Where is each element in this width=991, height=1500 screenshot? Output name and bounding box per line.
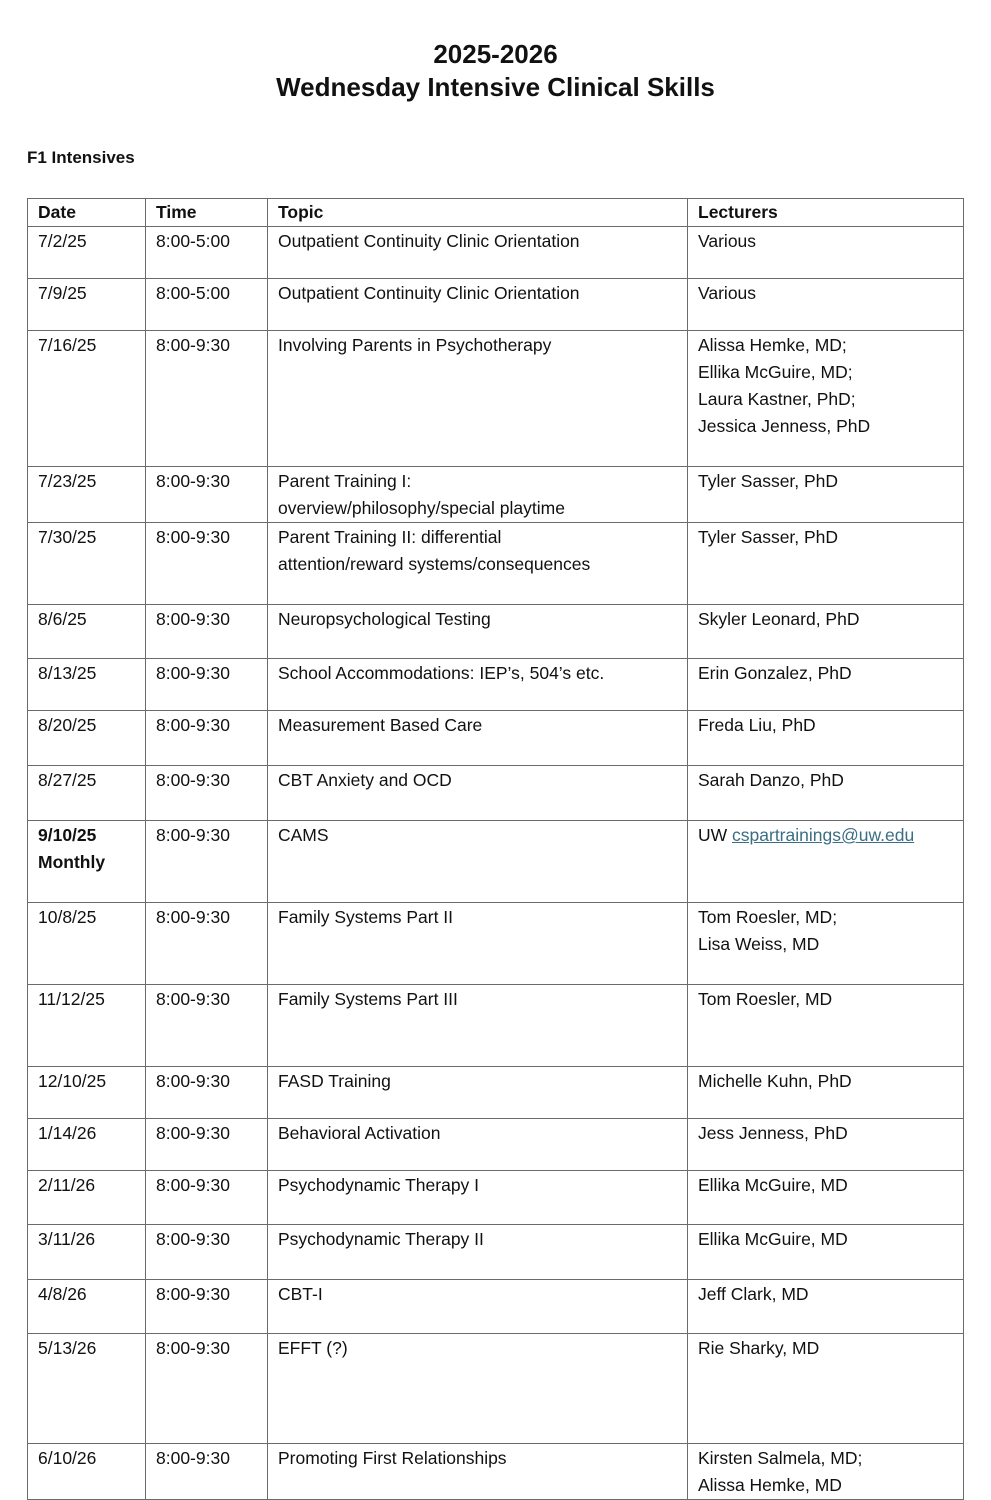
table-row	[28, 903, 964, 985]
cell-topic	[268, 766, 688, 821]
date-text: 5/13/26	[38, 1338, 97, 1358]
cell-topic	[268, 605, 688, 659]
table-row	[28, 766, 964, 821]
document-title-years: 2025-2026	[433, 39, 558, 69]
cell-topic	[268, 227, 688, 279]
date-text: 8/27/25	[38, 770, 97, 790]
cell-topic	[268, 279, 688, 331]
schedule-rows	[28, 227, 964, 1500]
cell-date	[28, 227, 146, 279]
cell-lecturers	[688, 1225, 964, 1280]
lecturer-name: Ellika McGuire, MD	[698, 1229, 848, 1249]
cell-lecturers	[688, 1171, 964, 1225]
cell-time: 8:00-5:00	[146, 279, 268, 331]
table-row	[28, 227, 964, 279]
cell-time: 8:00-9:30	[146, 1280, 268, 1334]
table-row	[28, 331, 964, 467]
cell-time: 8:00-9:30	[146, 659, 268, 711]
schedule-table	[27, 198, 964, 1500]
cell-time: 8:00-9:30	[146, 903, 268, 985]
table-row	[28, 1334, 964, 1444]
topic-line: CAMS	[278, 825, 329, 845]
date-text: 4/8/26	[38, 1284, 87, 1304]
cell-lecturers	[688, 331, 964, 467]
topic-line: EFFT (?)	[278, 1338, 348, 1358]
lecturer-name: Erin Gonzalez, PhD	[698, 663, 852, 683]
lecturer-name: Michelle Kuhn, PhD	[698, 1071, 852, 1091]
cell-topic	[268, 331, 688, 467]
cell-lecturers	[688, 821, 964, 903]
table-row	[28, 985, 964, 1067]
topic-line: Neuropsychological Testing	[278, 609, 491, 629]
cell-date	[28, 1067, 146, 1119]
lecturer-name: Ellika McGuire, MD;	[698, 362, 853, 382]
cell-time: 8:00-9:30	[146, 1225, 268, 1280]
cell-topic	[268, 985, 688, 1067]
cell-lecturers	[688, 1119, 964, 1171]
date-text: 6/10/26	[38, 1448, 97, 1468]
topic-line: Psychodynamic Therapy II	[278, 1229, 484, 1249]
topic-line: School Accommodations: IEP’s, 504’s etc.	[278, 663, 605, 683]
table-row	[28, 711, 964, 766]
topic-line: Family Systems Part II	[278, 907, 454, 927]
header-topic: Topic	[268, 199, 688, 227]
date-text: 2/11/26	[38, 1175, 96, 1195]
cell-lecturers	[688, 659, 964, 711]
date-text: 3/11/26	[38, 1229, 96, 1249]
topic-line: Promoting First Relationships	[278, 1448, 507, 1468]
cell-topic	[268, 903, 688, 985]
date-text: 7/23/25	[38, 471, 97, 491]
cell-topic	[268, 711, 688, 766]
date-text: 8/20/25	[38, 715, 97, 735]
cell-topic	[268, 1334, 688, 1444]
cell-topic	[268, 1119, 688, 1171]
lecturer-name: Jess Jenness, PhD	[698, 1123, 848, 1143]
lecturer-name: Tyler Sasser, PhD	[698, 527, 839, 547]
table-row	[28, 1171, 964, 1225]
topic-line: Outpatient Continuity Clinic Orientation	[278, 283, 580, 303]
topic-line: Family Systems Part III	[278, 989, 458, 1009]
cell-time: 8:00-9:30	[146, 331, 268, 467]
lecturer-name: Various	[698, 283, 757, 303]
cell-topic	[268, 1444, 688, 1500]
cell-date	[28, 1444, 146, 1500]
cell-date	[28, 1171, 146, 1225]
date-text: 7/16/25	[38, 335, 97, 355]
date-text: 7/2/25	[38, 231, 87, 251]
date-text: 8/6/25	[38, 609, 87, 629]
lecturer-name: Sarah Danzo, PhD	[698, 770, 844, 790]
cell-date	[28, 711, 146, 766]
lecturer-name: Various	[698, 231, 757, 251]
cell-time: 8:00-9:30	[146, 467, 268, 523]
date-text: 7/30/25	[38, 527, 97, 547]
topic-line: attention/reward systems/consequences	[278, 554, 591, 574]
lecturer-name: Jessica Jenness, PhD	[698, 416, 871, 436]
cell-time: 8:00-9:30	[146, 605, 268, 659]
topic-line: Parent Training II: differential	[278, 527, 502, 547]
lecturer-name: Freda Liu, PhD	[698, 715, 816, 735]
topic-line: Involving Parents in Psychotherapy	[278, 335, 552, 355]
cell-lecturers	[688, 766, 964, 821]
date-text: 1/14/26	[38, 1123, 97, 1143]
table-row	[28, 1119, 964, 1171]
cell-lecturers	[688, 1444, 964, 1500]
cell-date	[28, 903, 146, 985]
cell-date	[28, 821, 146, 903]
cell-date	[28, 1334, 146, 1444]
table-row	[28, 1225, 964, 1280]
document-title: Wednesday Intensive Clinical Skills	[276, 72, 715, 102]
cell-topic	[268, 1171, 688, 1225]
topic-line: Parent Training I:	[278, 471, 412, 491]
lecturer-name: Kirsten Salmela, MD;	[698, 1448, 863, 1468]
cell-time: 8:00-9:30	[146, 1171, 268, 1225]
date-text: 7/9/25	[38, 283, 87, 303]
cell-date	[28, 1225, 146, 1280]
topic-line: CBT-I	[278, 1284, 323, 1304]
cell-topic	[268, 659, 688, 711]
cell-lecturers	[688, 279, 964, 331]
table-row	[28, 523, 964, 605]
cell-lecturers	[688, 227, 964, 279]
lecturer-name: Alissa Hemke, MD	[698, 1475, 842, 1495]
header-time: Time	[146, 199, 268, 227]
table-row	[28, 659, 964, 711]
lecturer-name: Tyler Sasser, PhD	[698, 471, 839, 491]
cell-lecturers	[688, 1067, 964, 1119]
lecturer-name: Laura Kastner, PhD;	[698, 389, 856, 409]
cell-date	[28, 331, 146, 467]
cell-date	[28, 1119, 146, 1171]
date-text: 12/10/25	[38, 1071, 107, 1091]
table-row	[28, 467, 964, 523]
lecturer-name: Ellika McGuire, MD	[698, 1175, 848, 1195]
cell-time: 8:00-9:30	[146, 1119, 268, 1171]
cell-time: 8:00-5:00	[146, 227, 268, 279]
lecturer-name: Alissa Hemke, MD;	[698, 335, 847, 355]
lecturer-name: Skyler Leonard, PhD	[698, 609, 860, 629]
cell-date	[28, 985, 146, 1067]
table-row	[28, 279, 964, 331]
cell-time: 8:00-9:30	[146, 985, 268, 1067]
lecturer-name: Rie Sharky, MD	[698, 1338, 820, 1358]
table-row	[28, 821, 964, 903]
date-text: 10/8/25	[38, 907, 97, 927]
cell-date	[28, 467, 146, 523]
cell-topic	[268, 821, 688, 903]
cell-date	[28, 523, 146, 605]
topic-line: Outpatient Continuity Clinic Orientation	[278, 231, 580, 251]
table-header-row	[28, 199, 964, 227]
lecturer-name: Lisa Weiss, MD	[698, 934, 820, 954]
cell-date	[28, 279, 146, 331]
email-link[interactable]: cspartrainings@uw.edu	[732, 825, 915, 845]
date-text: 11/12/25	[38, 989, 105, 1009]
date-note: Monthly	[38, 852, 106, 872]
cell-lecturers	[688, 523, 964, 605]
lecturer-org: UW	[698, 825, 728, 845]
cell-lecturers	[688, 605, 964, 659]
cell-topic	[268, 467, 688, 523]
cell-time: 8:00-9:30	[146, 1067, 268, 1119]
cell-time: 8:00-9:30	[146, 1334, 268, 1444]
table-row	[28, 1067, 964, 1119]
date-text: 8/13/25	[38, 663, 97, 683]
cell-date	[28, 605, 146, 659]
cell-topic	[268, 1280, 688, 1334]
date-text: 9/10/25	[38, 825, 97, 845]
cell-date	[28, 766, 146, 821]
topic-line: FASD Training	[278, 1071, 391, 1091]
cell-topic	[268, 1225, 688, 1280]
topic-line: overview/philosophy/special playtime	[278, 498, 565, 518]
header-lecturers: Lecturers	[688, 199, 964, 227]
header-date: Date	[28, 199, 146, 227]
section-heading: F1 Intensives	[27, 148, 135, 167]
table-row	[28, 1444, 964, 1500]
table-row	[28, 1280, 964, 1334]
lecturer-name: Tom Roesler, MD	[698, 989, 833, 1009]
cell-time: 8:00-9:30	[146, 711, 268, 766]
cell-time: 8:00-9:30	[146, 523, 268, 605]
lecturer-name: Tom Roesler, MD;	[698, 907, 838, 927]
topic-line: Behavioral Activation	[278, 1123, 441, 1143]
topic-line: Measurement Based Care	[278, 715, 483, 735]
table-row	[28, 605, 964, 659]
cell-lecturers	[688, 903, 964, 985]
lecturer-name: Jeff Clark, MD	[698, 1284, 809, 1304]
cell-lecturers	[688, 985, 964, 1067]
cell-date	[28, 659, 146, 711]
cell-lecturers	[688, 467, 964, 523]
topic-line: CBT Anxiety and OCD	[278, 770, 452, 790]
cell-topic	[268, 523, 688, 605]
cell-time: 8:00-9:30	[146, 821, 268, 903]
cell-topic	[268, 1067, 688, 1119]
cell-lecturers	[688, 1280, 964, 1334]
cell-time: 8:00-9:30	[146, 1444, 268, 1500]
cell-lecturers	[688, 1334, 964, 1444]
cell-lecturers	[688, 711, 964, 766]
cell-date	[28, 1280, 146, 1334]
cell-time: 8:00-9:30	[146, 766, 268, 821]
topic-line: Psychodynamic Therapy I	[278, 1175, 480, 1195]
